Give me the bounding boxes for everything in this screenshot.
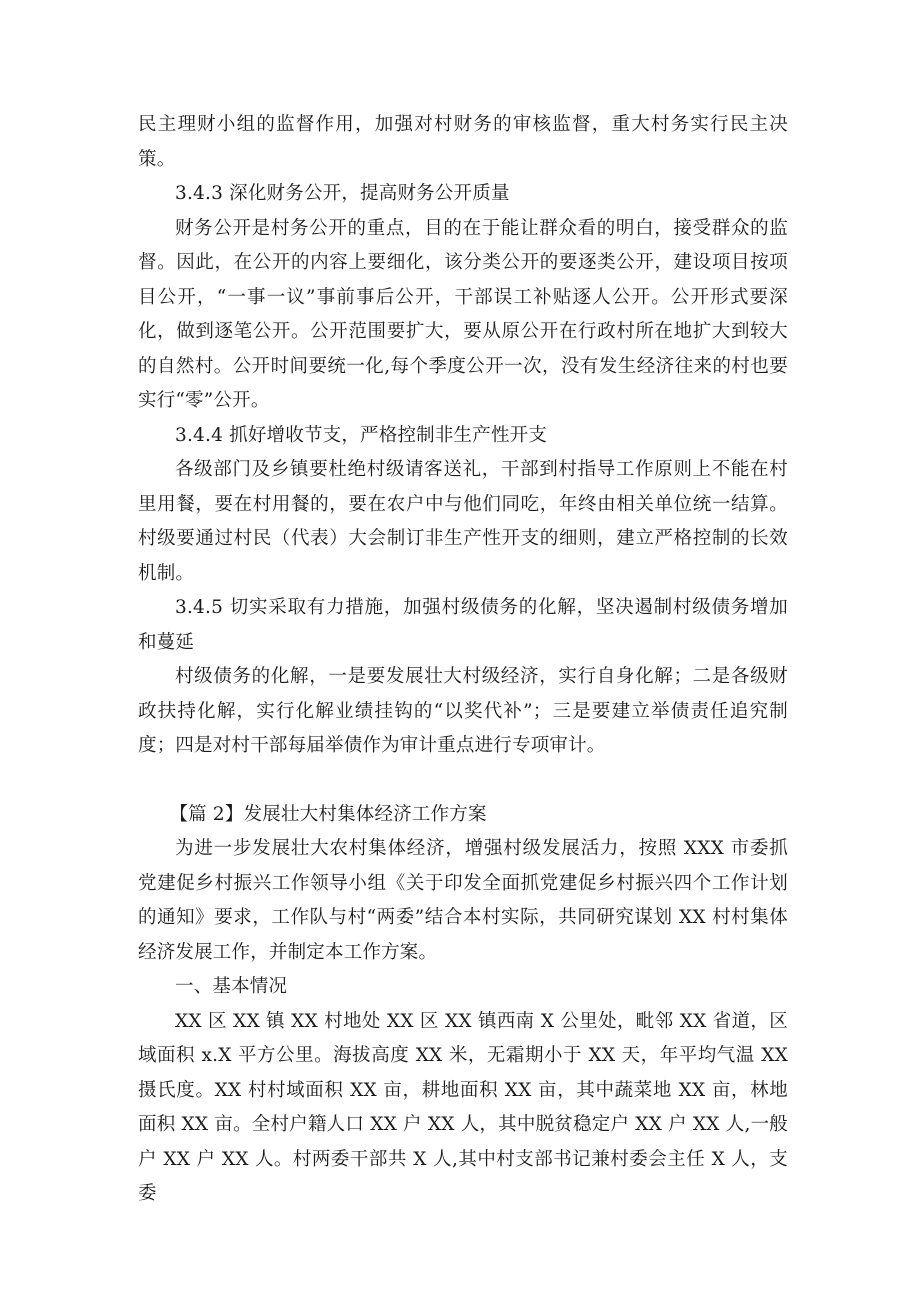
paragraph-debt-resolution: 村级债务的化解，一是要发展壮大村级经济，实行自身化解；二是各级财政扶持化解，实行化解业绩挂钩的“以奖代补”；三是要建立举债责任追究制度；四是对村干部每届举债作为审计重点进行专项审计。 — [138, 666, 788, 756]
paragraph-expense-control: 各级部门及乡镇要杜绝村级请客送礼，干部到村指导工作原则上不能在村里用餐，要在村用餐的，要在农户中与他们同吃，年终由相关单位统一结算。村级要通过村民（代表）大会制订非生产性开支的细则，建立严格控制的长效机制。 — [138, 459, 788, 584]
section-title-part-2: 【篇 2】发展壮大村集体经济工作方案 — [169, 803, 487, 825]
heading-3-4-3: 3.4.3 深化财务公开，提高财务公开质量 — [175, 183, 510, 204]
paragraph-continued: 民主理财小组的监督作用，加强对村财务的审核监督，重大村务实行民主决策。 — [138, 114, 788, 170]
paragraph-plan-intro: 为进一步发展壮大农村集体经济，增强村级发展活力，按照 XXX 市委抓党建促乡村振兴工作领导小组《关于印发全面抓党建促乡村振兴四个工作计划的通知》要求，工作队与村“两委”结合本村实际，共同研究谋划 XX 村村集体经济发展工作，并制定本工作方案。 — [138, 838, 788, 963]
paragraph-financial-disclosure: 财务公开是村务公开的重点，目的在于能让群众看的明白，接受群众的监督。因此，在公开的内容上要细化，该分类公开的要逐类公开，建设项目按项目公开，“一事一议”事前事后公开，干部误工补贴逐人公开。公开形式要深化，做到逐笔公开。公开范围要扩大，要从原公开在行政村所在地扩大到较大的自然村。公开时间要统一化,每个季度公开一次，没有发生经济往来的村也要实行“零”公开。 — [138, 217, 788, 411]
section-gap — [138, 764, 788, 798]
paragraph-village-profile: XX 区 XX 镇 XX 村地处 XX 区 XX 镇西南 X 公里处，毗邻 XX 省道，区域面积 x.X 平方公里。海拔高度 XX 米，无霜期小于 XX 天，年平均气温 XX 摄氏度。XX 村村域面积 XX 亩，耕地面积 XX 亩，其中蔬菜地 XX 亩，林地面积 XX 亩。全村户籍人口 XX 户 XX 人，其中脱贫稳定户 XX 户 XX 人,一般户 XX 户 XX 人。村两委干部共 X 人,其中村支部书记兼村委会主任 X 人，支委 — [138, 1010, 788, 1204]
document-page — [138, 108, 788, 1212]
heading-3-4-4: 3.4.4 抓好增收节支，严格控制非生产性开支 — [175, 424, 548, 446]
heading-3-4-5: 3.4.5 切实采取有力措施，加强村级债务的化解，坚决遏制村级债务增加和蔓延 — [138, 597, 788, 653]
heading-basic-situation: 一、基本情况 — [175, 976, 288, 997]
